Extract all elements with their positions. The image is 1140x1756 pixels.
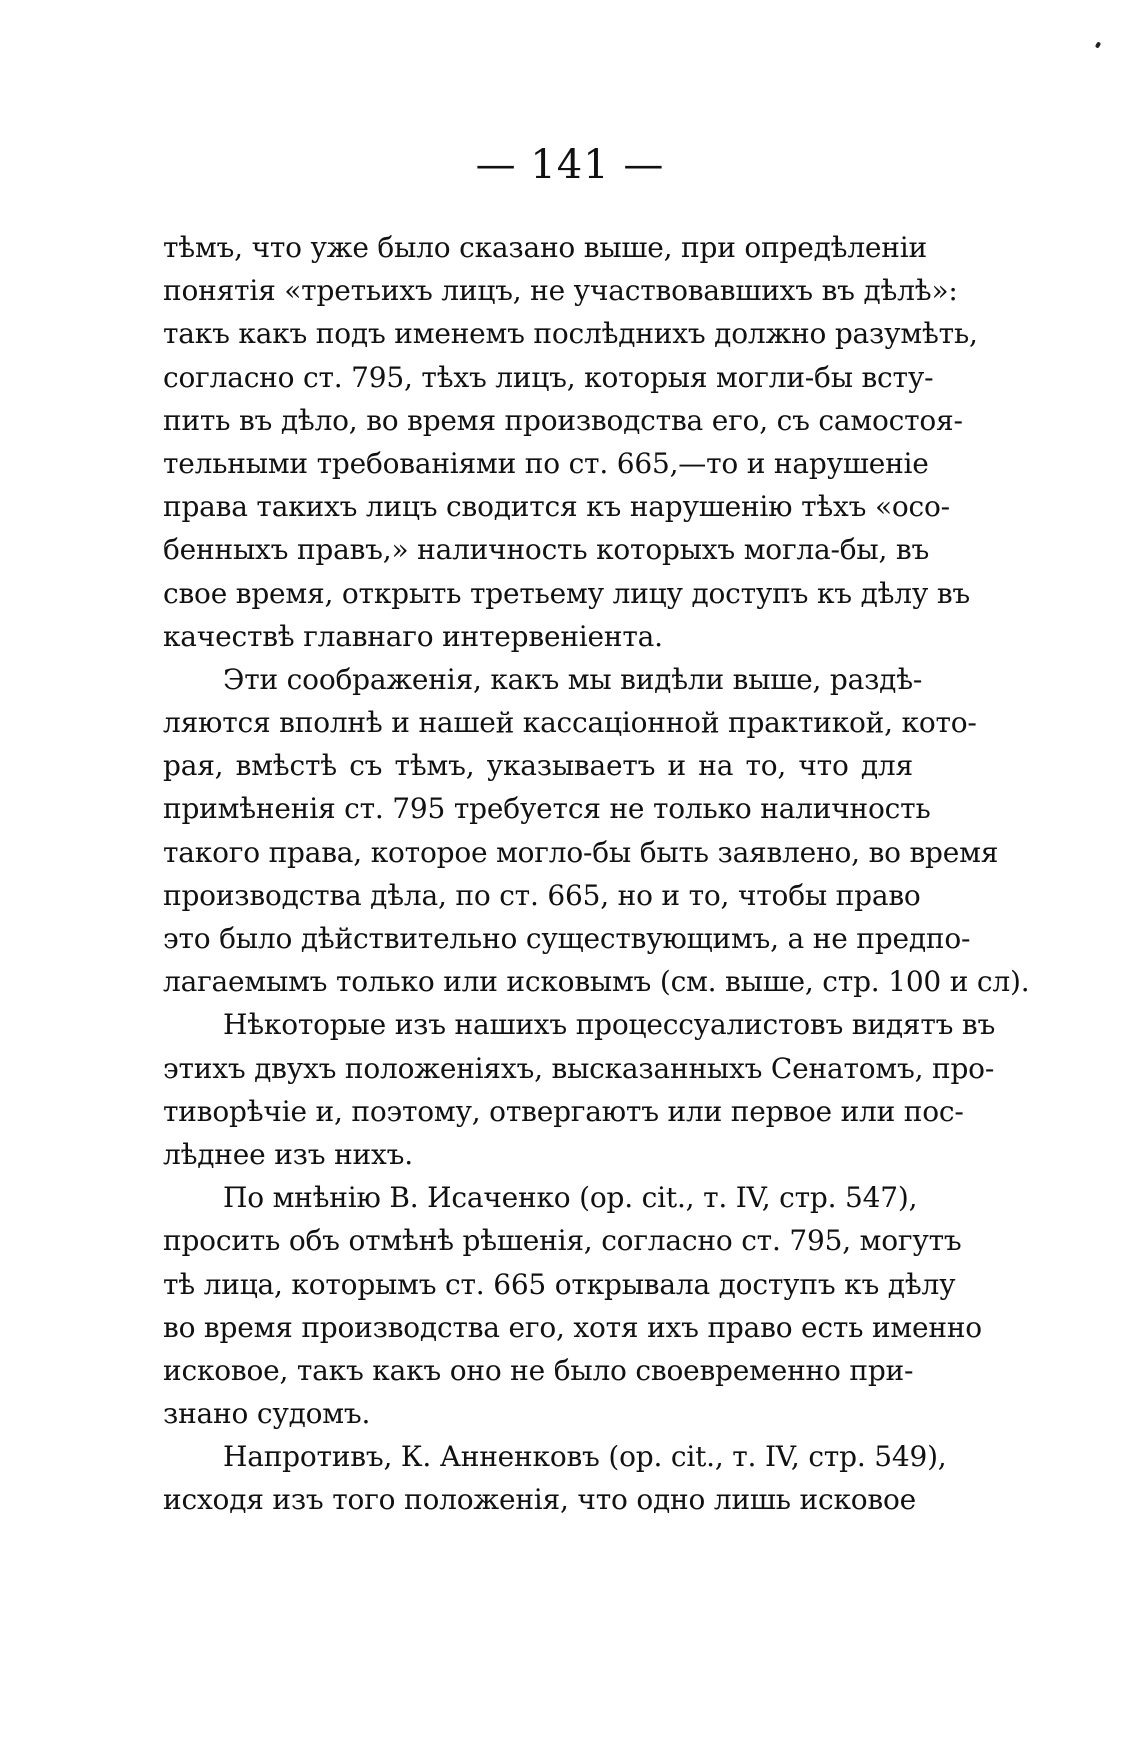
text-line: лѣднее изъ нихъ. [163,1137,413,1171]
text-line: согласно ст. 795, тѣхъ лицъ, которыя могли-бы всту- [163,360,934,394]
text-line: тѣмъ, что уже было сказано выше, при опредѣленіи [163,231,927,264]
text-line: такого права, которое могло-бы быть заявлено, во время [163,835,999,869]
text-line: просить объ отмѣнѣ рѣшенія, согласно ст. 795, могутъ [163,1224,962,1258]
text-line: права такихъ лицъ сводится къ нарушенію тѣхъ «осо- [163,490,950,524]
page-number: — 141 — [475,142,665,188]
text-line: пить въ дѣло, во время производства его, съ самостоя- [163,403,963,437]
text-line: примѣненія ст. 795 требуется не только наличность [163,792,931,826]
text-line: Напротивъ, К. Анненковъ (op. cit., т. IV, стр. 549), [223,1440,947,1474]
text-line: этихъ двухъ положеніяхъ, высказанныхъ Сенатомъ, про- [163,1051,995,1085]
text-line: во время производства его, хотя ихъ право есть именно [163,1310,982,1344]
text-line: тиворѣчіе и, поэтому, отвергаютъ или первое или пос- [163,1094,964,1128]
text-line: Эти соображенія, какъ мы видѣли выше, раздѣ- [223,662,923,696]
text-line: По мнѣнію В. Исаченко (op. cit., т. IV, стр. 547), [223,1181,918,1215]
text-line: такъ какъ подъ именемъ послѣднихъ должно разумѣть, [163,317,978,351]
text-line: ляются вполнѣ и нашей кассаціонной практикой, кото- [163,706,977,740]
text-line: исковое, такъ какъ оно не было своевременно при- [163,1353,914,1387]
text-line: бенныхъ правъ,» наличность которыхъ могла-бы, въ [163,533,930,567]
text-line: качествѣ главнаго интервеніента. [163,619,663,653]
text-line: свое время, открыть третьему лицу доступъ къ дѣлу въ [163,576,971,610]
text-line: рая, вмѣстѣ съ тѣмъ, указываетъ и на то, что для [163,749,913,783]
text-line: тѣ лица, которымъ ст. 665 открывала доступъ къ дѣлу [163,1267,956,1301]
text-line: Нѣкоторые изъ нашихъ процессуалистовъ видятъ въ [223,1008,996,1042]
text-line: лагаемымъ только или исковымъ (см. выше, стр. 100 и сл). [163,965,1030,999]
body-text [163,226,1030,1522]
text-line: знано судомъ. [163,1397,371,1431]
text-line: это было дѣйствительно существующимъ, а не предпо- [163,922,971,955]
text-line: производства дѣла, по ст. 665, но и то, чтобы право [163,878,921,912]
text-line: исходя изъ того положенія, что одно лишь исковое [163,1483,916,1517]
text-line: понятія «третьихъ лицъ, не участвовавшихъ въ дѣлѣ»: [163,274,958,308]
ink-speck [1095,41,1101,48]
text-line: тельными требованіями по ст. 665,—то и нарушеніе [163,446,929,480]
